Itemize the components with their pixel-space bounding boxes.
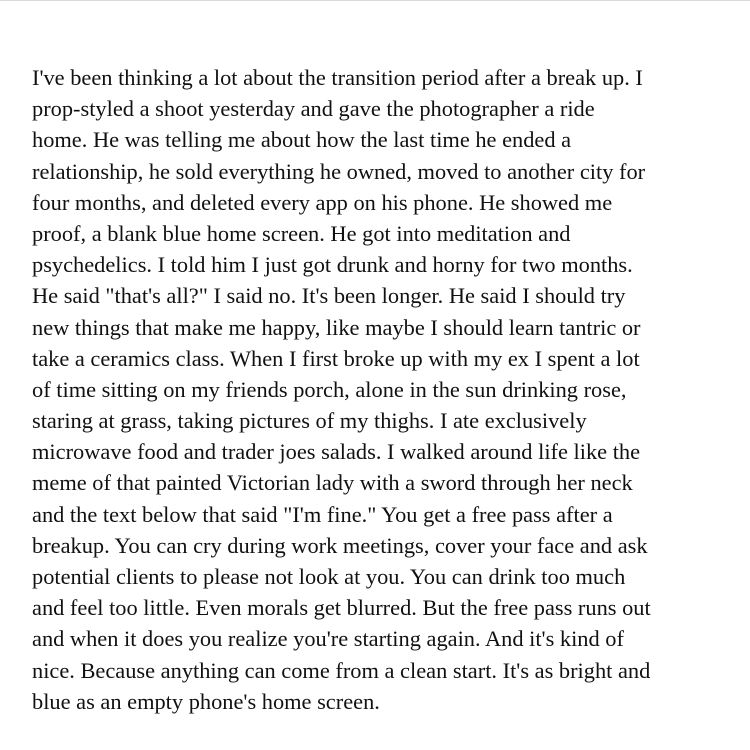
text-line: of time sitting on my friends porch, alone in the sun drinking rose,	[32, 376, 627, 402]
text-line: and when it does you realize you're starting again. And it's kind of	[32, 626, 624, 652]
text-line: breakup. You can cry during work meetings, cover your face and ask	[32, 532, 648, 558]
text-line: He said "that's all?" I said no. It's been longer. He said I should try	[32, 283, 626, 309]
text-line: meme of that painted Victorian lady with a sword through her neck	[32, 470, 633, 496]
text-line: prop-styled a shoot yesterday and gave the photographer a ride	[32, 96, 595, 122]
note-text	[32, 62, 732, 717]
text-line: take a ceramics class. When I first broke up with my ex I spent a lot	[32, 345, 640, 371]
text-line: nice. Because anything can come from a clean start. It's as bright and	[32, 657, 651, 683]
text-line: home. He was telling me about how the last time he ended a	[32, 127, 572, 153]
text-line: I've been thinking a lot about the transition period after a break up. I	[32, 65, 643, 90]
text-line: psychedelics. I told him I just got drunk and horny for two months.	[32, 252, 633, 278]
text-line: new things that make me happy, like maybe I should learn tantric or	[32, 314, 641, 340]
text-line: blue as an empty phone's home screen.	[32, 688, 380, 714]
text-line: four months, and deleted every app on his phone. He showed me	[32, 189, 613, 215]
text-line: potential clients to please not look at you. You can drink too much	[32, 564, 626, 589]
text-line: and feel too little. Even morals get blurred. But the free pass runs out	[32, 595, 651, 621]
text-line: staring at grass, taking pictures of my thighs. I ate exclusively	[32, 408, 587, 434]
text-line: and the text below that said "I'm fine." You get a free pass after a	[32, 501, 613, 527]
text-line: relationship, he sold everything he owned, moved to another city for	[32, 158, 646, 184]
text-line: microwave food and trader joes salads. I walked around life like the	[32, 439, 641, 465]
text-line: proof, a blank blue home screen. He got into meditation and	[32, 220, 571, 246]
